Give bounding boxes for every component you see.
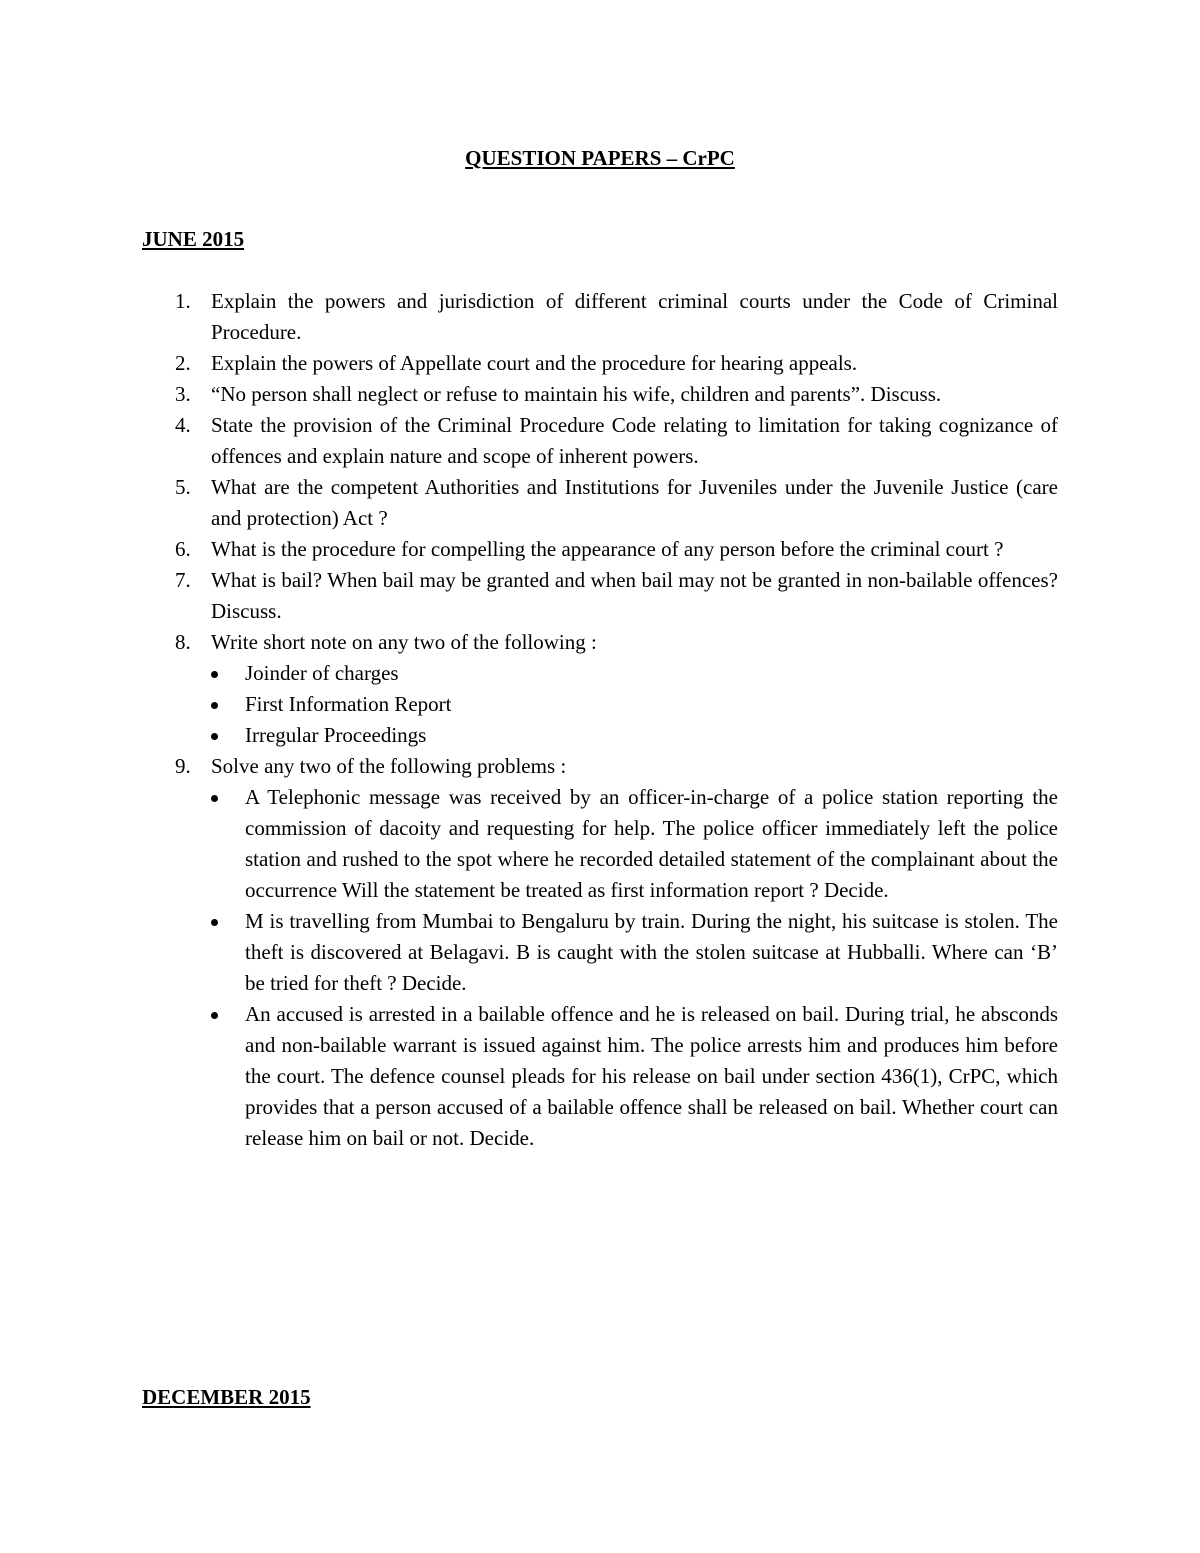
bullet-icon [211,919,218,926]
sub-item [211,720,1058,751]
question-item [142,534,1058,565]
bullet-icon [211,671,218,678]
section-heading-june-2015: JUNE 2015 [142,227,245,251]
question-item [142,379,1058,410]
question-item [142,627,1058,751]
question-number: 8. [175,630,191,654]
question-item [142,751,1058,1154]
sub-item-list [211,782,1058,1154]
question-text: What is bail? When bail may be granted and when bail may not be granted in non-bailable offences? Discuss. [211,568,1058,623]
question-text: Write short note on any two of the following : [211,630,597,654]
bullet-icon [211,702,218,709]
sub-item-text: An accused is arrested in a bailable offence and he is released on bail. During trial, he absconds and non-bailable warrant is issued against him. The police arrests him and produces him before the court. The defence counsel pleads for his release on bail under section 436(1), CrPC, which provides that a person accused of a bailable offence shall be released on bail. Whether court can release him on bail or not. Decide. [245,1002,1058,1150]
sub-item-text: Joinder of charges [245,661,399,685]
question-number: 3. [175,382,191,406]
sub-item-text: First Information Report [245,692,452,716]
question-item [142,410,1058,472]
section-heading-december-2015: DECEMBER 2015 [142,1385,311,1409]
bullet-icon [211,733,218,740]
sub-item [211,658,1058,689]
question-text: Explain the powers of Appellate court and the procedure for hearing appeals. [211,351,858,375]
sub-item-text: Irregular Proceedings [245,723,427,747]
question-text: State the provision of the Criminal Procedure Code relating to limitation for taking cognizance of offences and explain nature and scope of inherent powers. [211,413,1058,468]
question-number: 2. [175,351,191,375]
question-item [142,565,1058,627]
sub-item [211,906,1058,999]
question-text: Solve any two of the following problems : [211,754,567,778]
bullet-icon [211,1012,218,1019]
question-text: “No person shall neglect or refuse to maintain his wife, children and parents”. Discuss. [211,382,942,406]
sub-item [211,689,1058,720]
question-number: 6. [175,537,191,561]
page-title: QUESTION PAPERS – CrPC [465,146,735,170]
sub-item [211,999,1058,1154]
sub-item [211,782,1058,906]
bullet-icon [211,795,218,802]
question-number: 4. [175,413,191,437]
sub-item-text: A Telephonic message was received by an officer-in-charge of a police station reporting the commission of dacoity and requesting for help. The police officer immediately left the police station and rushed to the spot where he recorded detailed statement of the complainant about the occurrence Will the statement be treated as first information report ? Decide. [245,785,1058,902]
question-number: 5. [175,475,191,499]
question-text: Explain the powers and jurisdiction of different criminal courts under the Code of Criminal Procedure. [211,289,1058,344]
question-item [142,348,1058,379]
question-list-june-2015 [142,286,1058,1154]
sub-item-list [211,658,1058,751]
question-text: What is the procedure for compelling the appearance of any person before the criminal court ? [211,537,1004,561]
question-number: 7. [175,568,191,592]
question-number: 1. [175,289,191,313]
question-number: 9. [175,754,191,778]
question-item [142,286,1058,348]
question-text: What are the competent Authorities and Institutions for Juveniles under the Juvenile Justice (care and protection) Act ? [211,475,1058,530]
question-item [142,472,1058,534]
sub-item-text: M is travelling from Mumbai to Bengaluru by train. During the night, his suitcase is stolen. The theft is discovered at Belagavi. B is caught with the stolen suitcase at Hubballi. Where can ‘B’ be tried for theft ? Decide. [245,909,1058,995]
